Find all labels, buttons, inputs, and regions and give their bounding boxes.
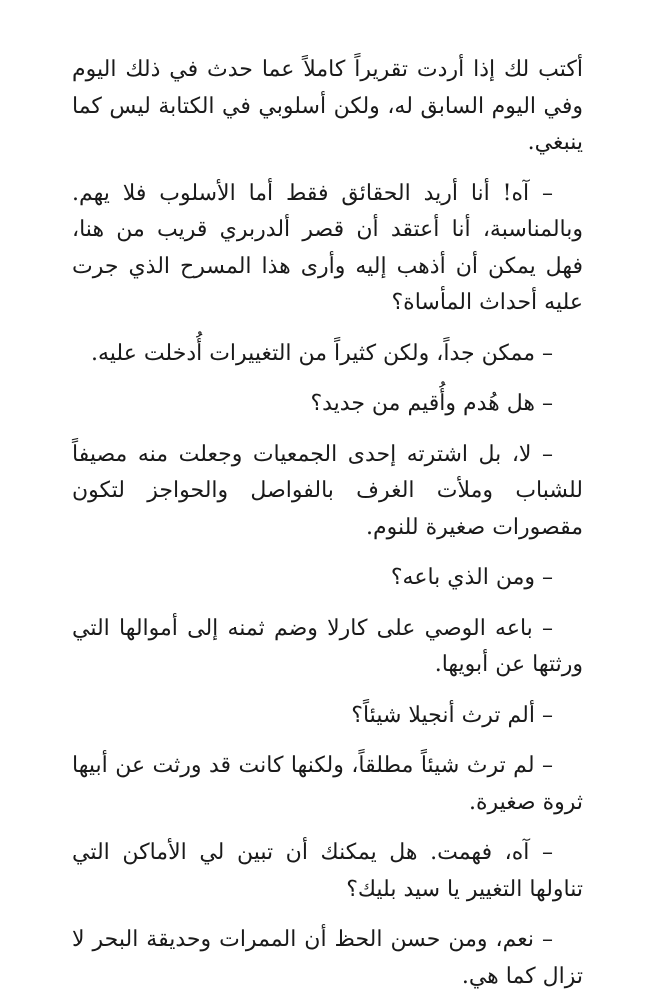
paragraph-10: – آه، فهمت. هل يمكنك أن تبين لي الأماكن التي تناولها التغيير يا سيد بليك؟	[72, 840, 583, 902]
paragraph-9: – لم ترث شيئاً مطلقاً، ولكنها كانت قد ورثت عن أبيها ثروة صغيرة.	[72, 753, 583, 815]
paragraph-6: – ومن الذي باعه؟	[390, 565, 553, 590]
paragraph-2: – آه! أنا أريد الحقائق فقط أما الأسلوب فلا يهم. وبالمناسبة، أنا أعتقد أن قصر ألدربري قريب من هنا، فهل يمكن أن أذهب إليه وأرى هذا المسرح الذي جرت عليه أحداث المأساة؟	[72, 180, 583, 315]
paragraph-8: – ألم ترث أنجيلا شيئاً؟	[351, 702, 553, 728]
paragraph-5: – لا، بل اشترته إحدى الجمعيات وجعلت منه مصيفاً للشباب وملأت الغرف بالفواصل والحواجز لتكون مقصورات صغيرة للنوم.	[72, 441, 583, 540]
paragraph-4: – هل هُدم وأُقيم من جديد؟	[310, 391, 553, 416]
paragraph-3: – ممكن جداً، ولكن كثيراً من التغييرات أُدخلت عليه.	[91, 340, 553, 366]
paragraph-7: – باعه الوصي على كارلا وضم ثمنه إلى أموالها التي ورثتها عن أبويها.	[72, 615, 583, 677]
paragraph-1: أكتب لك إذا أردت تقريراً كاملاً عما حدث في ذلك اليوم وفي اليوم السابق له، ولكن أسلوبي في الكتابة ليس كما ينبغي.	[72, 57, 583, 155]
paragraph-11: – نعم، ومن حسن الحظ أن الممرات وحديقة البحر لا تزال كما هي.	[72, 927, 583, 989]
